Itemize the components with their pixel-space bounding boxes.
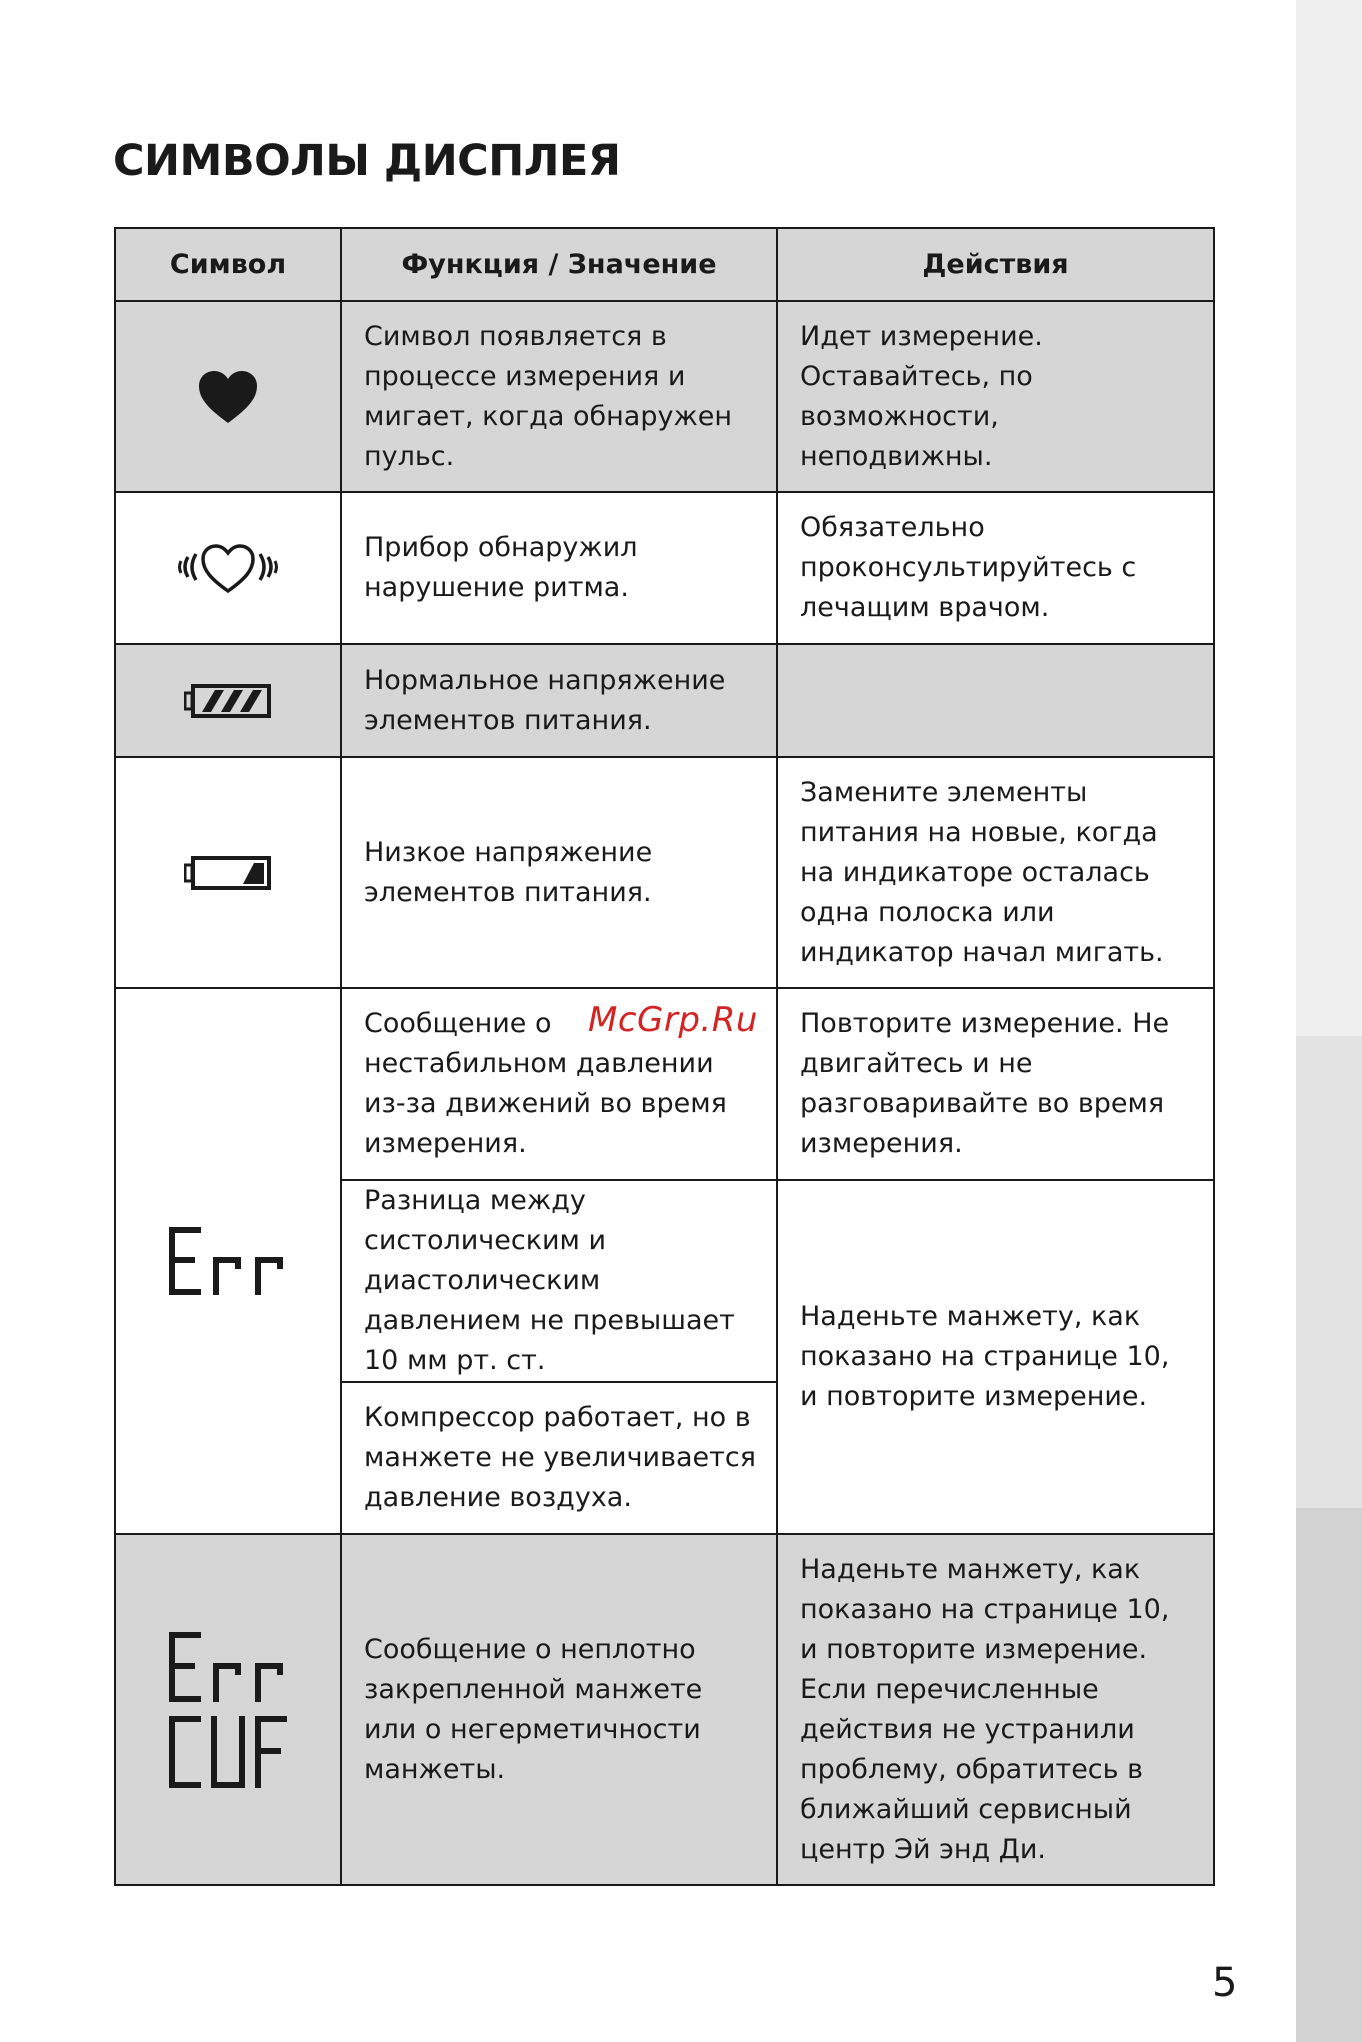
- function-cell: Символ появляется в процессе измерения и мигает, когда обнаружен пульс.: [341, 301, 777, 492]
- symbol-cell: [115, 757, 341, 988]
- side-tab-top: [1296, 0, 1362, 1036]
- battery-low-icon: [184, 855, 272, 891]
- heart-icon: [197, 369, 259, 425]
- action-cell: Наденьте манжету, как показано на странице 10, и повторите измерение.: [777, 1180, 1214, 1534]
- action-cell: Замените элементы питания на новые, когда на индикаторе осталась одна полоска или индикатор начал мигать.: [777, 757, 1214, 988]
- symbol-cell: [115, 1534, 341, 1885]
- table-row: [115, 757, 1214, 988]
- function-cell: Низкое напряжение элементов питания.: [341, 757, 777, 988]
- table-row: [115, 301, 1214, 492]
- function-cell: Разница между систолическим и диастолическим давлением не превышает 10 мм рт. ст.: [341, 1180, 777, 1382]
- table-row: [115, 644, 1214, 757]
- action-cell: Повторите измерение. Не двигайтесь и не разговаривайте во время измерения.: [777, 988, 1214, 1180]
- battery-full-icon: [184, 683, 272, 719]
- symbol-cell: [115, 988, 341, 1534]
- action-cell: Идет измерение. Оставайтесь, по возможности, неподвижны.: [777, 301, 1214, 492]
- watermark: McGrp.Ru: [588, 1000, 758, 1040]
- display-symbols-table: [114, 227, 1215, 1886]
- action-cell: Обязательно проконсультируйтесь с лечащим врачом.: [777, 492, 1214, 644]
- err-cuf-icon: [163, 1628, 293, 1792]
- function-cell: Сообщение о нестабильном давлении из-за движений во время измерения.: [341, 988, 777, 1180]
- irregular-heartbeat-icon: [177, 540, 279, 596]
- function-cell: Нормальное напряжение элементов питания.: [341, 644, 777, 757]
- symbol-cell: [115, 644, 341, 757]
- function-cell: Прибор обнаружил нарушение ритма.: [341, 492, 777, 644]
- table-header-row: [115, 228, 1214, 301]
- err-icon: [163, 1221, 293, 1301]
- action-cell: Наденьте манжету, как показано на странице 10, и повторите измерение. Если перечисленные действия не устранили проблему, обратитесь в ближайший сервисный центр Эй энд Ди.: [777, 1534, 1214, 1885]
- header-symbol: Символ: [115, 228, 341, 301]
- action-cell: [777, 644, 1214, 757]
- header-function: Функция / Значение: [341, 228, 777, 301]
- table-row: [115, 492, 1214, 644]
- page-title: СИМВОЛЫ ДИСПЛЕЯ: [113, 136, 621, 186]
- header-action: Действия: [777, 228, 1214, 301]
- side-tab-bottom: [1296, 1508, 1362, 2042]
- table-row: [115, 1534, 1214, 1885]
- symbol-cell: [115, 492, 341, 644]
- function-cell: Компрессор работает, но в манжете не увеличивается давление воздуха.: [341, 1382, 777, 1534]
- symbol-cell: [115, 301, 341, 492]
- function-cell: Сообщение о неплотно закрепленной манжете или о негерметичности манжеты.: [341, 1534, 777, 1885]
- side-tab-middle: [1296, 1036, 1362, 1508]
- page-number: 5: [1212, 1960, 1238, 2006]
